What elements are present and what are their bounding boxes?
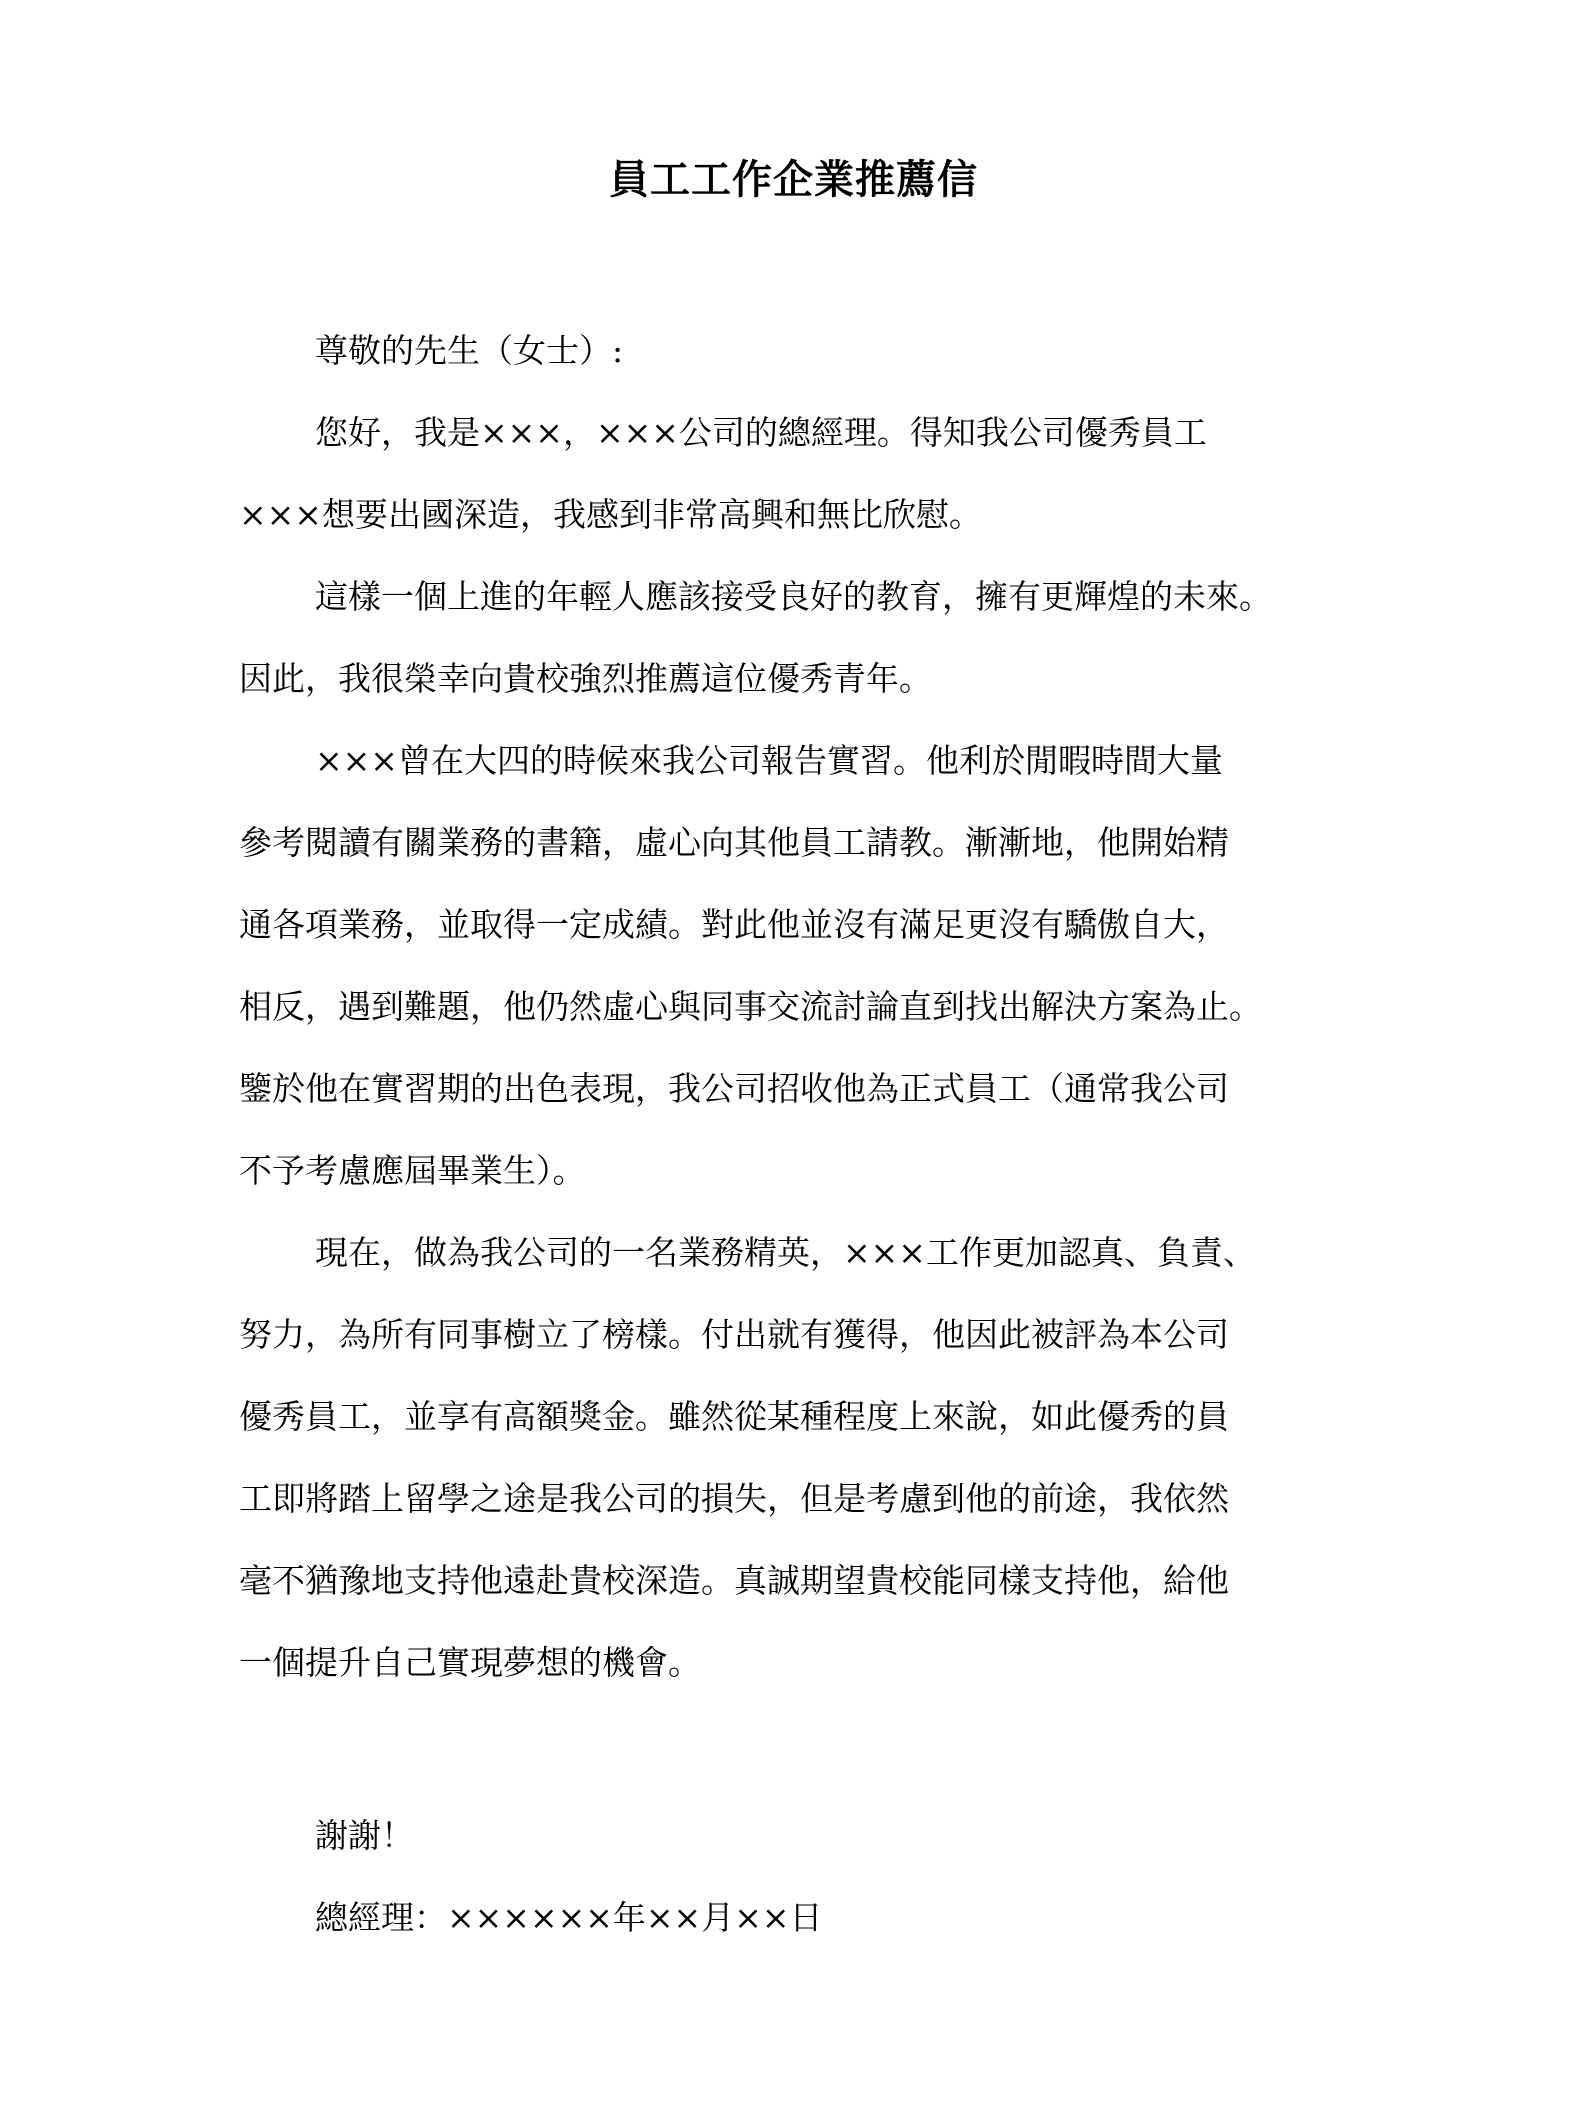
- paragraph-line: ×××想要出國深造，我感到非常高興和無比欣慰。: [239, 495, 982, 534]
- paragraph-line: ×××曾在大四的時候來我公司報告實習。他利於閒暇時間大量: [315, 741, 1223, 780]
- paragraph-2: [239, 556, 1339, 720]
- paragraph-line: 參考閱讀有關業務的書籍，虛心向其他員工請教。漸漸地，他開始精: [239, 823, 1229, 862]
- paragraph-line: 這樣一個上進的年輕人應該接受良好的教育，擁有更輝煌的未來。: [315, 577, 1272, 616]
- paragraph-line: 工即將踏上留學之途是我公司的損失，但是考慮到他的前途，我依然: [239, 1479, 1229, 1518]
- paragraph-line: 優秀員工，並享有高額獎金。雖然從某種程度上來說，如此優秀的員: [239, 1397, 1229, 1436]
- letter-closing: [315, 1795, 823, 1959]
- paragraph-line: 努力，為所有同事樹立了榜樣。付出就有獲得，他因此被評為本公司: [239, 1315, 1229, 1354]
- paragraph-line: 相反，遇到難題，他仍然虛心與同事交流討論直到找出解決方案為止。: [239, 987, 1262, 1026]
- paragraph-line: 因此，我很榮幸向貴校強烈推薦這位優秀青年。: [239, 659, 932, 698]
- paragraph-line: 現在，做為我公司的一名業務精英，×××工作更加認真、負責、: [315, 1233, 1256, 1272]
- paragraph-line: 一個提升自己實現夢想的機會。: [239, 1643, 701, 1682]
- paragraph-4: [239, 1212, 1339, 1704]
- signature-line: 總經理：××××××年××月××日: [315, 1898, 823, 1937]
- paragraph-line: 鑒於他在實習期的出色表現，我公司招收他為正式員工（通常我公司: [239, 1069, 1229, 1108]
- paragraph-3: [239, 720, 1339, 1212]
- paragraph-line: 不予考慮應屆畢業生）。: [239, 1151, 586, 1190]
- paragraph-line: 毫不猶豫地支持他遠赴貴校深造。真誠期望貴校能同樣支持他，給他: [239, 1561, 1229, 1600]
- salutation: 尊敬的先生（女士）:: [315, 331, 624, 370]
- paragraph-line: 通各項業務，並取得一定成績。對此他並沒有滿足更沒有驕傲自大，: [239, 905, 1229, 944]
- document-title: 員工工作企業推薦信: [609, 156, 978, 203]
- thanks-text: 謝謝！: [315, 1816, 414, 1855]
- letter-body: [239, 310, 1339, 1704]
- paragraph-1: [239, 392, 1339, 556]
- paragraph-line: 您好，我是×××，×××公司的總經理。得知我公司優秀員工: [315, 413, 1207, 452]
